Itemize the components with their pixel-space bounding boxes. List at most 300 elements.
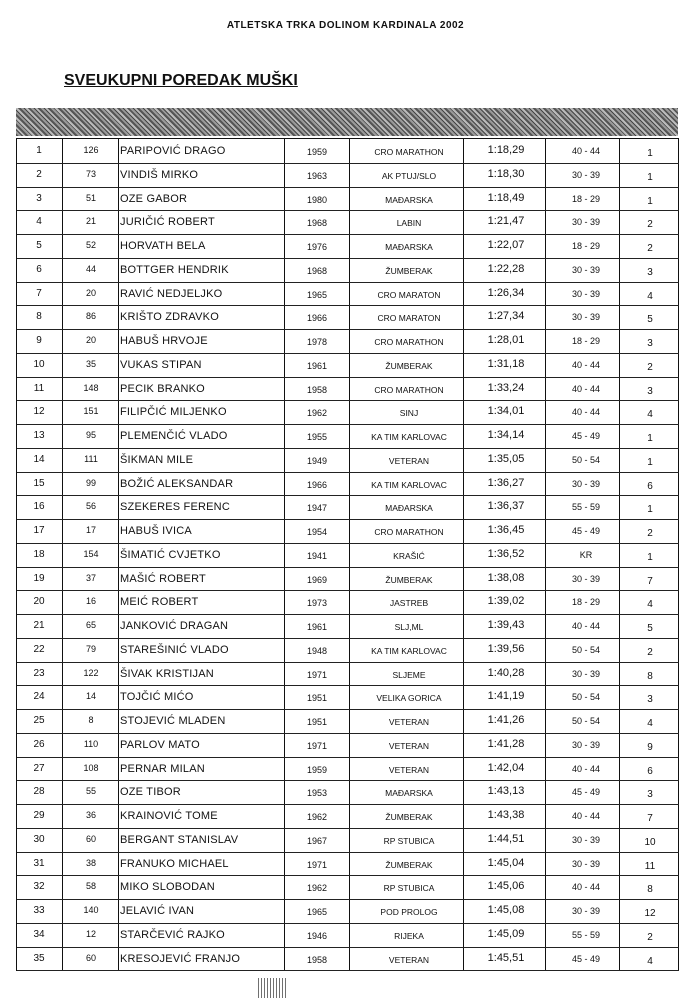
birth-year-cell: 1958 [306,384,328,395]
age-category-cell: 30 - 39 [571,288,601,299]
rank-cell: 11 [33,382,45,394]
birth-year-cell: 1969 [306,574,328,585]
rank-cell: 19 [33,572,45,584]
club-cell: CRO MARATHON [374,147,444,157]
rank-cell: 23 [33,667,45,679]
athlete-name-cell: ŠIVAK KRISTIJAN [120,667,214,680]
bib-number-cell: 110 [83,738,99,749]
birth-year-cell: 1954 [306,527,328,537]
birth-year-cell: 1947 [306,503,328,514]
table-row [17,472,679,497]
club-cell: CRO MARATON [377,289,441,300]
bib-number-cell: 14 [85,691,96,702]
finish-time-cell: 1:45,08 [487,904,525,916]
bib-number-cell: 126 [83,145,99,155]
bib-number-cell: 55 [85,786,96,797]
category-place-cell: 4 [647,955,653,967]
finish-time-cell: 1:39,02 [487,595,525,608]
athlete-name-cell: JURIČIĆ ROBERT [120,216,215,229]
finish-time-cell: 1:36,27 [487,476,525,489]
bib-number-cell: 95 [85,430,96,440]
birth-year-cell: 1949 [306,455,328,466]
table-row [17,947,679,972]
athlete-name-cell: TOJČIĆ MIĆO [120,691,194,704]
age-category-cell: 30 - 39 [571,264,601,275]
category-place-cell: 2 [647,528,653,539]
table-row [17,139,679,164]
athlete-name-cell: KRESOJEVIĆ FRANJO [120,952,241,965]
table-row [17,377,679,402]
table-row [17,210,679,235]
birth-year-cell: 1968 [306,265,328,276]
birth-year-cell: 1973 [306,598,328,609]
athlete-name-cell: PERNAR MILAN [120,762,205,775]
category-place-cell: 4 [647,290,653,302]
club-cell: KRAŠIĆ [393,550,425,561]
category-place-cell: 4 [647,718,653,729]
club-cell: CRO MARATHON [374,384,444,395]
athlete-name-cell: BOTTGER HENDRIK [120,263,229,276]
club-cell: RIJEKA [394,930,424,941]
club-cell: VETERAN [388,764,430,775]
age-category-cell: 50 - 54 [571,692,601,703]
rank-cell: 8 [36,311,42,323]
rank-cell: 6 [36,263,42,275]
table-row [17,638,679,663]
birth-year-cell: 1962 [306,883,328,894]
table-row [17,899,679,924]
category-place-cell: 7 [647,813,653,824]
age-category-cell: 30 - 39 [571,858,601,869]
club-cell: AK PTUJ/SLO [381,170,437,181]
category-place-cell: 1 [647,195,653,207]
birth-year-cell: 1941 [306,550,328,561]
club-cell: ŽUMBERAK [385,859,433,870]
finish-time-cell: 1:22,07 [487,239,525,251]
rank-cell: 9 [36,335,42,346]
club-cell: ŽUMBERAK [385,265,433,276]
category-place-cell: 11 [644,860,656,872]
athlete-name-cell: VINDIŠ MIRKO [120,168,199,181]
category-place-cell: 5 [647,314,653,326]
birth-year-cell: 1962 [306,408,328,419]
bib-number-cell: 17 [85,525,96,535]
age-category-cell: 40 - 44 [571,882,601,893]
athlete-name-cell: JANKOVIĆ DRAGAN [120,620,229,632]
rank-cell: 28 [33,786,45,798]
bib-number-cell: 60 [85,952,96,963]
age-category-cell: 55 - 59 [571,929,601,940]
birth-year-cell: 1971 [306,740,328,751]
club-cell: CRO MARATON [377,313,441,324]
athlete-name-cell: STARČEVIĆ RAJKO [120,928,225,941]
rank-cell: 16 [33,501,45,513]
athlete-name-cell: MIKO SLOBODAN [120,881,215,894]
table-row [17,519,679,544]
finish-time-cell: 1:44,51 [487,832,525,845]
age-category-cell: 55 - 59 [571,502,601,513]
age-category-cell: 45 - 49 [571,787,601,798]
club-cell: LABIN [396,218,422,229]
finish-time-cell: 1:31,18 [487,357,525,370]
category-place-cell: 2 [647,243,653,254]
rank-cell: 2 [36,168,42,180]
bib-number-cell: 16 [85,596,96,607]
category-place-cell: 7 [647,575,653,587]
age-category-cell: 30 - 39 [571,312,601,323]
section-title: SVEUKUPNI POREDAK MUŠKI [64,72,298,89]
birth-year-cell: 1961 [306,360,328,371]
category-place-cell: 5 [647,623,653,634]
club-cell: ŽUMBERAK [385,574,433,585]
bib-number-cell: 38 [85,857,96,868]
bib-number-cell: 108 [83,762,99,773]
results-table [16,138,679,971]
bib-number-cell: 79 [85,643,96,654]
bib-number-cell: 37 [85,572,96,583]
birth-year-cell: 1962 [306,812,328,822]
table-row [17,757,679,782]
age-category-cell: 40 - 44 [571,146,601,156]
rank-cell: 17 [33,525,45,536]
club-cell: VETERAN [388,455,430,466]
table-row [17,234,679,259]
athlete-name-cell: PARIPOVIĆ DRAGO [120,145,226,157]
club-cell: KA TIM KARLOVAC [371,479,447,490]
age-category-cell: 50 - 54 [571,644,601,655]
category-place-cell: 4 [647,409,653,421]
category-place-cell: 1 [647,433,653,444]
club-cell: SLJ,ML [394,622,424,632]
rank-cell: 5 [36,240,42,251]
age-category-cell: 18 - 29 [571,241,601,251]
bib-number-cell: 140 [83,905,99,915]
age-category-cell: 30 - 39 [571,169,601,180]
age-category-cell: 40 - 44 [571,359,601,370]
bib-number-cell: 58 [85,881,96,892]
age-category-cell: 50 - 54 [571,716,601,726]
finish-time-cell: 1:38,08 [487,571,525,584]
club-cell: CRO MARATHON [374,337,444,347]
rank-cell: 18 [33,548,45,560]
rank-cell: 21 [33,620,45,631]
birth-year-cell: 1963 [306,170,328,181]
birth-year-cell: 1959 [306,147,328,157]
category-place-cell: 3 [647,385,653,397]
age-category-cell: 40 - 44 [571,811,601,821]
athlete-name-cell: STOJEVIĆ MLADEN [120,715,226,727]
bib-number-cell: 60 [85,833,96,844]
age-category-cell: 40 - 44 [571,407,601,418]
club-cell: SINJ [399,408,419,419]
category-place-cell: 1 [647,551,653,563]
bib-number-cell: 21 [85,216,96,227]
rank-cell: 32 [33,881,45,893]
table-header-band [16,108,678,136]
athlete-name-cell: OZE GABOR [120,192,188,205]
athlete-name-cell: PECIK BRANKO [120,382,205,395]
bib-number-cell: 154 [83,548,99,559]
birth-year-cell: 1953 [306,788,328,799]
club-cell: MAĐARSKA [385,194,433,205]
table-row [17,780,679,805]
athlete-name-cell: PARLOV MATO [120,738,200,751]
age-category-cell: 40 - 44 [571,621,601,631]
finish-time-cell: 1:41,19 [487,690,525,703]
document-title: ATLETSKA TRKA DOLINOM KARDINALA 2002 [226,20,465,31]
age-category-cell: 30 - 39 [571,668,601,679]
athlete-name-cell: HABUŠ HRVOJE [120,335,208,347]
age-category-cell: 18 - 29 [571,193,601,204]
category-place-cell: 1 [647,456,653,468]
finish-time-cell: 1:34,01 [487,405,525,418]
club-cell: RP STUBICA [383,883,435,894]
bib-number-cell: 36 [85,810,96,820]
table-row [17,662,679,687]
age-category-cell: 30 - 39 [571,478,601,489]
bib-number-cell: 86 [85,311,96,322]
athlete-name-cell: MEIĆ ROBERT [120,596,199,609]
table-row [17,329,679,354]
table-row [17,282,679,307]
bib-number-cell: 73 [85,168,96,179]
birth-year-cell: 1967 [306,835,328,846]
table-row [17,400,679,425]
category-place-cell: 3 [647,266,653,278]
birth-year-cell: 1951 [306,717,328,727]
birth-year-cell: 1961 [306,622,328,632]
category-place-cell: 8 [647,670,653,682]
table-row [17,590,679,615]
rank-cell: 4 [36,216,42,228]
club-cell: SLJEME [392,669,426,680]
athlete-name-cell: STAREŠINIĆ VLADO [120,643,229,656]
rank-cell: 10 [33,358,45,370]
birth-year-cell: 1980 [306,194,328,205]
birth-year-cell: 1976 [306,242,328,252]
finish-time-cell: 1:43,38 [487,809,525,821]
category-place-cell: 2 [647,361,653,373]
athlete-name-cell: ŠIKMAN MILE [120,453,194,466]
rank-cell: 3 [36,192,42,204]
age-category-cell: 18 - 29 [571,597,601,608]
athlete-name-cell: HABUŠ IVICA [120,525,192,537]
rank-cell: 29 [33,810,45,821]
birth-year-cell: 1978 [306,337,328,347]
finish-time-cell: 1:36,52 [487,547,525,560]
bib-number-cell: 20 [85,335,96,345]
bib-number-cell: 65 [85,620,96,630]
athlete-name-cell: BOŽIĆ ALEKSANDAR [120,477,234,490]
rank-cell: 22 [33,643,45,655]
club-cell: CRO MARATHON [374,527,444,537]
club-cell: VETERAN [388,740,430,751]
finish-time-cell: 1:45,09 [487,927,525,940]
category-place-cell: 4 [647,599,653,611]
age-category-cell: 40 - 44 [571,383,601,394]
table-row [17,923,679,948]
bib-number-cell: 52 [85,240,96,250]
athlete-name-cell: FILIPČIĆ MILJENKO [120,406,227,419]
category-place-cell: 8 [647,884,653,896]
category-place-cell: 1 [647,504,653,516]
birth-year-cell: 1955 [306,432,328,442]
finish-time-cell: 1:18,49 [487,191,525,204]
birth-year-cell: 1966 [306,479,328,490]
age-category-cell: 45 - 49 [571,431,601,441]
finish-time-cell: 1:27,34 [487,310,525,323]
finish-time-cell: 1:18,29 [487,144,525,156]
bib-number-cell: 44 [85,263,96,274]
finish-time-cell: 1:45,04 [487,856,525,869]
table-row [17,614,679,639]
rank-cell: 15 [33,477,45,489]
bib-number-cell: 35 [85,358,96,369]
finish-time-cell: 1:21,47 [487,215,525,228]
athlete-name-cell: BERGANT STANISLAV [120,833,239,846]
age-category-cell: 30 - 39 [571,834,601,845]
rank-cell: 31 [33,857,45,869]
bib-number-cell: 20 [85,287,96,298]
finish-time-cell: 1:18,30 [487,167,525,180]
category-place-cell: 12 [644,908,656,919]
finish-time-cell: 1:45,51 [487,951,525,964]
finish-time-cell: 1:42,04 [487,761,525,774]
rank-cell: 24 [33,691,45,703]
club-cell: KA TIM KARLOVAC [371,432,447,442]
finish-time-cell: 1:43,13 [487,785,525,798]
age-category-cell: 30 - 39 [571,573,601,584]
club-cell: RP STUBICA [383,835,435,846]
category-place-cell: 3 [647,338,653,349]
category-place-cell: 9 [647,741,653,753]
table-row [17,305,679,330]
bib-number-cell: 99 [85,477,96,488]
finish-time-cell: 1:40,28 [487,666,525,679]
table-row [17,567,679,592]
club-cell: VETERAN [388,954,430,965]
athlete-name-cell: JELAVIĆ IVAN [120,905,195,917]
category-place-cell: 3 [647,789,653,801]
club-cell: JASTREB [389,598,429,609]
birth-year-cell: 1966 [306,313,328,324]
finish-time-cell: 1:36,45 [487,524,525,536]
athlete-name-cell: ŠIMATIĆ CVJETKO [120,548,221,561]
category-place-cell: 6 [647,480,653,492]
finish-time-cell: 1:45,06 [487,880,525,893]
rank-cell: 7 [36,287,42,299]
bib-number-cell: 148 [83,382,99,393]
finish-time-cell: 1:34,14 [487,429,525,441]
bib-number-cell: 111 [84,453,98,464]
rank-cell: 14 [33,453,45,465]
birth-year-cell: 1971 [306,669,328,680]
finish-time-cell: 1:41,28 [487,737,525,750]
rank-cell: 20 [33,596,45,608]
finish-time-cell: 1:41,26 [487,714,525,726]
rank-cell: 25 [33,715,45,726]
athlete-name-cell: OZE TIBOR [120,786,181,799]
category-place-cell: 1 [647,171,653,183]
rank-cell: 34 [33,928,45,940]
birth-year-cell: 1971 [306,859,328,870]
bib-number-cell: 12 [85,928,96,939]
finish-time-cell: 1:36,37 [487,500,525,513]
finish-time-cell: 1:26,34 [487,286,525,299]
bib-number-cell: 122 [83,667,99,678]
bib-number-cell: 8 [88,715,94,725]
finish-time-cell: 1:28,01 [487,334,525,346]
age-category-cell: 45 - 49 [571,953,601,964]
finish-time-cell: 1:39,56 [487,642,525,655]
table-row [17,187,679,212]
table-row [17,258,679,283]
athlete-name-cell: KRAINOVIĆ TOME [120,810,218,822]
birth-year-cell: 1951 [306,693,328,704]
rank-cell: 26 [33,738,45,750]
bib-number-cell: 51 [85,192,96,203]
birth-year-cell: 1948 [306,645,328,656]
category-place-cell: 10 [644,836,656,848]
table-row [17,875,679,900]
birth-year-cell: 1959 [306,764,328,775]
club-cell: MAĐARSKA [385,788,433,799]
birth-year-cell: 1965 [306,289,328,300]
table-row [17,424,679,449]
age-category-cell: 40 - 44 [571,763,601,774]
club-cell: ŽUMBERAK [385,360,433,371]
table-row [17,353,679,378]
athlete-name-cell: HORVATH BELA [120,240,206,252]
birth-year-cell: 1946 [306,930,328,941]
athlete-name-cell: PLEMENČIĆ VLADO [120,430,228,442]
table-row [17,828,679,853]
category-place-cell: 2 [647,931,653,943]
club-cell: ŽUMBERAK [385,812,433,822]
table-row [17,163,679,188]
athlete-name-cell: SZEKERES FERENC [120,501,230,514]
birth-year-cell: 1958 [306,954,328,965]
athlete-name-cell: VUKAS STIPAN [120,358,202,371]
category-place-cell: 2 [647,646,653,658]
table-row [17,448,679,473]
rank-cell: 30 [33,833,45,845]
table-row [17,733,679,758]
age-category-cell: 30 - 39 [571,739,601,750]
age-category-cell: 30 - 39 [571,906,601,916]
rank-cell: 1 [36,145,42,156]
bib-number-cell: 56 [85,501,96,512]
athlete-name-cell: MAŠIĆ ROBERT [120,572,206,585]
table-row [17,543,679,568]
club-cell: KA TIM KARLOVAC [371,645,447,656]
table-row [17,709,679,734]
category-place-cell: 6 [647,765,653,777]
club-cell: MAĐARSKA [385,503,433,514]
rank-cell: 13 [33,430,45,441]
table-row [17,685,679,710]
category-place-cell: 1 [647,148,653,159]
athlete-name-cell: FRANUKO MICHAEL [120,857,229,870]
club-cell: MAĐARSKA [385,242,433,252]
category-place-cell: 3 [647,694,653,706]
rank-cell: 35 [33,952,45,964]
athlete-name-cell: KRIŠTO ZDRAVKO [120,311,219,324]
table-row [17,804,679,829]
age-category-cell: 30 - 39 [571,217,601,228]
finish-time-cell: 1:39,43 [487,619,525,631]
bib-number-cell: 151 [83,406,99,417]
